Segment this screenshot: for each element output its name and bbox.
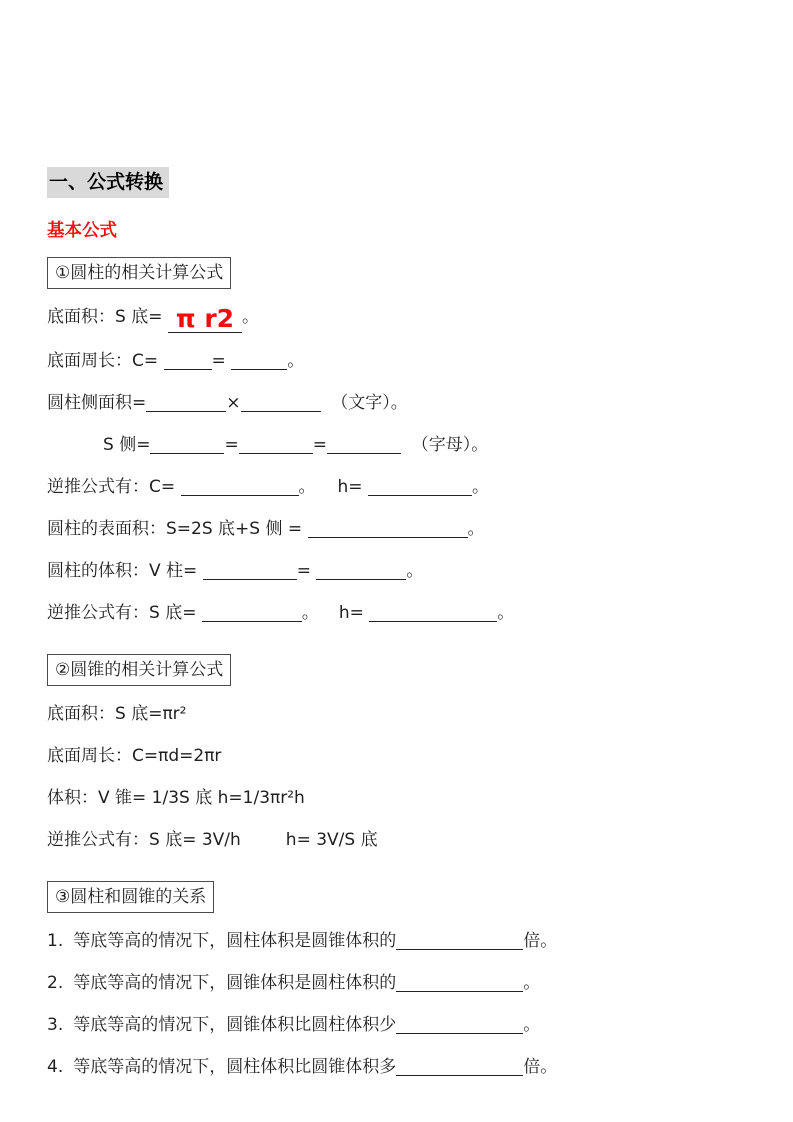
blank-underline [146,394,226,412]
topic-box-relation: ③圆柱和圆锥的关系 [47,881,214,913]
blank-underline [369,604,497,622]
blank-underline [239,436,313,454]
formula-text: 倍。 [523,1057,558,1078]
formula-line [47,785,737,812]
spacer [63,1071,73,1072]
blank-underline [203,562,297,580]
page-title: 一、公式转换 [47,167,169,198]
formula-line [47,743,737,770]
formula-lines [47,701,737,854]
formula-text: 逆推公式有：S 底= 3V/h [47,829,241,850]
section-subtitle: 基本公式 [47,220,117,241]
formula-line [47,1054,737,1081]
formula-line [47,304,737,333]
blank-underline [368,478,472,496]
formula-text: 底面周长：C= [47,350,164,371]
formula-line [47,558,737,585]
formula-text: 。 [523,973,541,994]
handwritten-answer: π r2 [168,305,242,333]
blank-underline [316,562,406,580]
formula-text: 。 [523,1015,541,1036]
blank-underline [181,478,299,496]
spacer [316,491,338,492]
blank-underline [164,352,212,370]
formula-text: 圆柱侧面积= [47,392,147,413]
formula-text: 等底等高的情况下，圆锥体积是圆柱体积的 [73,973,397,994]
formula-line [47,1012,737,1039]
blank-underline [396,974,523,992]
formula-text: 逆推公式有：C= [47,476,181,497]
blank-underline [150,436,224,454]
blank-underline [241,394,321,412]
section-cylinder-cone-relation [47,881,737,1081]
formula-line [47,701,737,728]
formula-text: 。 [467,518,485,539]
section-cylinder-formulas [47,242,737,627]
formula-text: 等底等高的情况下，圆柱体积比圆锥体积多 [73,1057,397,1078]
formula-lines [47,304,737,627]
formula-text: S 侧= [103,434,151,455]
formula-text: 。 [301,602,319,623]
spacer [63,987,73,988]
formula-text: 圆柱的体积：V 柱= [47,560,203,581]
formula-text: 。 [406,560,424,581]
formula-text: （文字）。 [320,392,408,413]
formula-text: 倍。 [523,931,558,952]
formula-line [47,390,737,417]
formula-text: （字母）。 [400,434,489,455]
topic-box-cone: ②圆锥的相关计算公式 [47,654,231,686]
formula-text: h= 3V/S 底 [285,829,378,850]
formula-line [47,970,737,997]
blank-underline [308,520,468,538]
formula-text: 体积：V 锥= 1/3S 底 h=1/3πr²h [47,787,305,808]
spacer [241,844,286,845]
formula-text: h= [338,602,370,623]
blank-underline [231,352,287,370]
formula-text: 。 [497,602,515,623]
section-cone-formulas [47,654,737,854]
formula-text: 逆推公式有：S 底= [47,602,202,623]
spacer [319,617,339,618]
formula-line [47,348,737,375]
formula-text: = [224,434,239,455]
formula-text: 底面积：S 底=πr² [47,703,187,724]
formula-text: = [312,434,327,455]
formula-text: 底面积：S 底= [47,306,168,327]
formula-text: 圆柱的表面积：S=2S 底+S 侧 = [47,518,308,539]
formula-text: = [211,350,232,371]
formula-line [47,474,737,501]
formula-text: 。 [471,476,489,497]
blank-underline [327,436,401,454]
relation-list [47,928,737,1081]
formula-text: 1. [47,931,64,952]
formula-text: 底面周长：C=πd=2πr [47,745,222,766]
blank-underline [202,604,302,622]
spacer [63,945,73,946]
formula-text: 等底等高的情况下，圆锥体积比圆柱体积少 [73,1015,397,1036]
formula-line [47,516,737,543]
formula-text: = [296,560,317,581]
formula-line [47,600,737,627]
formula-text: 。 [242,306,260,327]
formula-text: h= [337,476,368,497]
formula-line [47,432,737,459]
formula-text: × [226,392,241,413]
formula-text: 3. [47,1015,64,1036]
formula-text: 4. [47,1057,64,1078]
formula-line [47,928,737,955]
formula-text: 等底等高的情况下，圆柱体积是圆锥体积的 [73,931,397,952]
formula-line [47,827,737,854]
blank-underline [396,1058,523,1076]
spacer [63,1029,73,1030]
blank-underline [396,1016,523,1034]
blank-underline [396,932,523,950]
topic-box-cylinder: ①圆柱的相关计算公式 [47,257,231,289]
formula-text: 。 [287,350,305,371]
formula-text: 2. [47,973,64,994]
formula-text: 。 [298,476,316,497]
